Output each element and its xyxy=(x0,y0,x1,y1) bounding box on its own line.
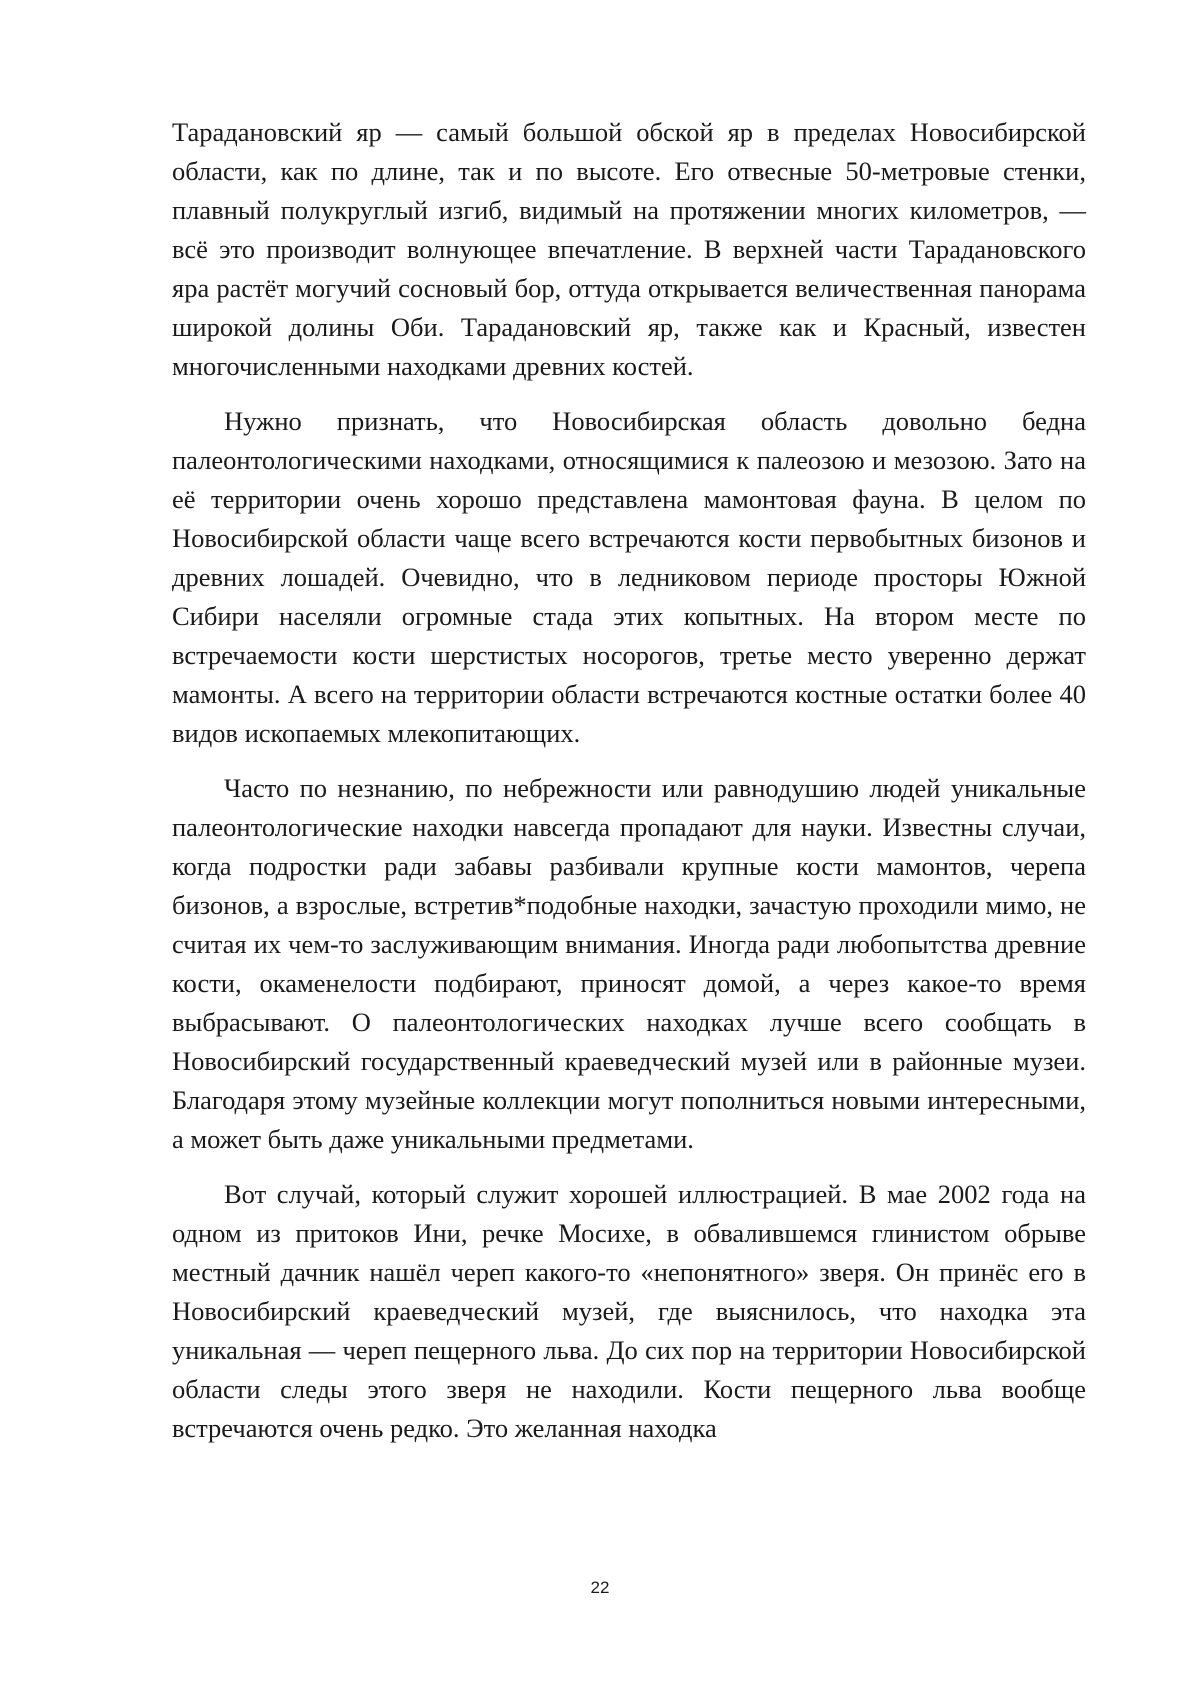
paragraph: Часто по незнанию, по небрежности или равнодушию людей уникальные палеонтологические находки навсегда пропадают для науки. Известны случаи, когда подростки ради забавы разбивали крупные кости мамонтов, черепа бизонов, а взрослые, встретив*подобные находки, зачастую проходили мимо, не считая их чем-то заслуживающим внимания. Иногда ради любопытства древние кости, окаменелости подбирают, приносят домой, а через какое-то время выбрасывают. О палеонтологических находках лучше всего сообщать в Новосибирский государственный краеведческий музей или в районные музеи. Благодаря этому музейные коллекции могут пополниться новыми интересными, а может быть даже уникальными предметами. xyxy=(172,773,1086,1154)
paragraph: Вот случай, который служит хорошей иллюстрацией. В мае 2002 года на одном из притоков Ини, речке Мосихе, в обвалившемся глинистом обрыве местный дачник нашёл череп какого-то «непонятного» зверя. Он принёс его в Новосибирский краеведческий музей, где выяснилось, что находка эта уникальная — череп пещерного льва. До сих пор на территории Новосибирской области следы этого зверя не находили. Кости пещерного льва вообще встречаются очень редко. Это желанная находка xyxy=(172,1179,1086,1443)
paragraph: Нужно признать, что Новосибирская область довольно бедна палеонтологическими находками, относящимися к палеозою и мезозою. Зато на её территории очень хорошо представлена мамонтовая фауна. В целом по Новосибирской области чаще всего встречаются кости первобытных бизонов и древних лошадей. Очевидно, что в ледниковом периоде просторы Южной Сибири населяли огромные стада этих копытных. На втором месте по встречаемости кости шерстистых носорогов, третье место уверенно держат мамонты. А всего на территории области встречаются костные остатки более 40 видов ископаемых млекопитающих. xyxy=(172,406,1086,748)
page-number: 22 xyxy=(590,1578,610,1597)
body-text xyxy=(172,113,1086,1464)
paragraph: Тарадановский яр — самый большой обской яр в пределах Новосибирской области, как по длине, так и по высоте. Его отвесные 50-метровые стенки, плавный полукруглый изгиб, видимый на протяжении многих километров, — всё это производит волнующее впечатление. В верхней части Тарадановского яра растёт могучий сосновый бор, оттуда открывается величественная панорама широкой долины Оби. Тарадановский яр, также как и Красный, известен многочисленными находками древних костей. xyxy=(172,117,1086,381)
